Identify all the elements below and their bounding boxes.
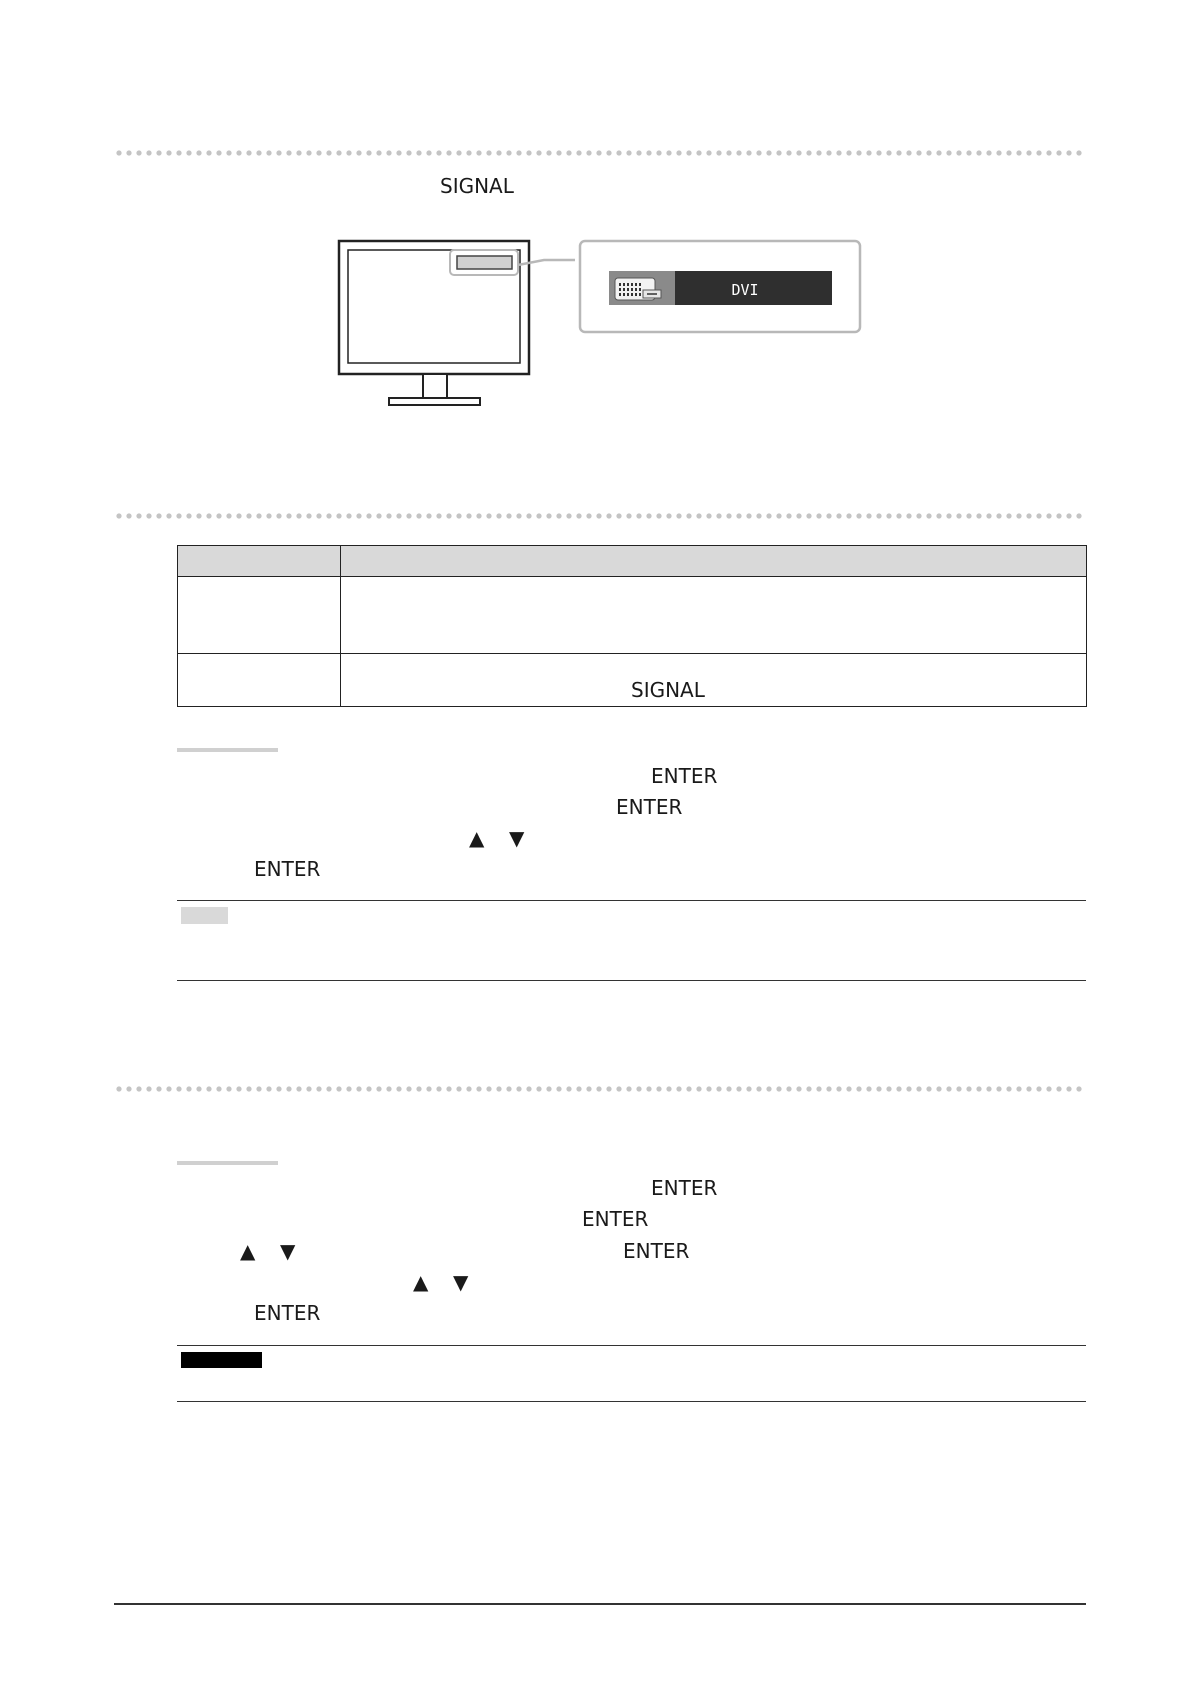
table-header-cell	[178, 546, 341, 577]
table-header-row	[178, 546, 1087, 577]
table-cell	[178, 577, 341, 654]
section-divider-2	[114, 513, 1086, 519]
table-header-cell	[341, 546, 1087, 577]
procedure1-step1-key: ENTER	[651, 764, 718, 788]
attention-badge	[181, 1352, 262, 1368]
procedure2-step1-key: ENTER	[651, 1176, 718, 1200]
signal-settings-table	[177, 545, 1087, 707]
monitor-illustration	[330, 236, 870, 408]
osd-input-label: DVI	[731, 281, 759, 299]
table-row	[178, 654, 1087, 707]
procedure2-step5-key: ENTER	[254, 1301, 321, 1325]
table-signal-label: SIGNAL	[631, 678, 705, 702]
table-cell	[341, 654, 1087, 707]
procedure2-step2-key: ENTER	[582, 1207, 649, 1231]
note-top-rule	[177, 900, 1086, 901]
down-arrow-icon: ▼	[509, 826, 525, 850]
table-row	[178, 577, 1087, 654]
table-cell	[178, 654, 341, 707]
down-arrow-icon: ▼	[453, 1270, 469, 1294]
procedure1-step4-key: ENTER	[254, 857, 321, 881]
down-arrow-icon: ▼	[280, 1239, 296, 1263]
dvi-connector-icon	[615, 278, 661, 300]
attention-bottom-rule	[177, 1401, 1086, 1402]
procedure1-step2-key: ENTER	[616, 795, 683, 819]
up-arrow-icon: ▲	[413, 1270, 429, 1294]
note-badge	[181, 907, 228, 924]
signal-key-label: SIGNAL	[440, 174, 514, 198]
attention-top-rule	[177, 1345, 1086, 1346]
procedure-heading-bar	[177, 748, 278, 752]
procedure2-step3-key: ENTER	[623, 1239, 690, 1263]
monitor-icon	[339, 241, 529, 405]
section-divider-3	[114, 1086, 1086, 1092]
section-divider-1	[114, 150, 1086, 156]
procedure-heading-bar	[177, 1161, 278, 1165]
up-arrow-icon: ▲	[469, 826, 485, 850]
up-arrow-icon: ▲	[240, 1239, 256, 1263]
footer-rule	[114, 1603, 1086, 1605]
note-bottom-rule	[177, 980, 1086, 981]
table-cell	[341, 577, 1087, 654]
